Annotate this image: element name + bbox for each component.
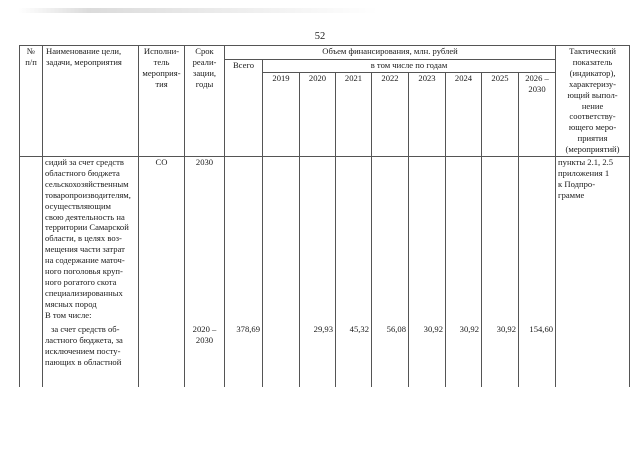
header-year-2025: 2025 [482, 73, 519, 157]
row1-term: 2030 [185, 157, 225, 325]
row2-2026-2030: 154,60 [519, 324, 556, 387]
row2-2020: 29,93 [300, 324, 336, 387]
header-total: Всего [225, 60, 263, 157]
header-indicator: Тактический показатель (индикатор), характеризу- ющий выпол- нение соответству- ющего меро- приятия (мероприятий) [556, 46, 630, 157]
financing-table [19, 45, 630, 387]
page-number: 52 [314, 31, 326, 42]
row2-2022: 56,08 [372, 324, 409, 387]
header-term: Срок реали- зации, годы [185, 46, 225, 157]
header-year-2021: 2021 [336, 73, 372, 157]
row2-term: 2020 – 2030 [185, 324, 225, 387]
row1-executor: СО [139, 157, 185, 325]
row2-2025: 30,92 [482, 324, 519, 387]
header-executor: Исполни- тель мероприя- тия [139, 46, 185, 157]
row2-2023: 30,92 [409, 324, 446, 387]
row2-name: за счет средств об- ластного бюджета, за исключением посту- пающих в областной [43, 324, 139, 387]
row2-2021: 45,32 [336, 324, 372, 387]
header-year-2026-2030: 2026 – 2030 [519, 73, 556, 157]
header-num: № п/п [20, 46, 43, 157]
row2-total: 378,69 [225, 324, 263, 387]
row1-num [20, 157, 43, 325]
header-year-2023: 2023 [409, 73, 446, 157]
scan-artifact [18, 8, 378, 13]
header-funding: Объем финансирования, млн. рублей [225, 46, 556, 60]
header-year-2024: 2024 [446, 73, 482, 157]
header-year-2019: 2019 [263, 73, 300, 157]
header-name: Наименование цели, задачи, мероприятия [43, 46, 139, 157]
table-row [20, 157, 630, 325]
table-row [20, 324, 630, 387]
row1-indicator: пункты 2.1, 2.5 приложения 1 к Подпро- грамме [556, 157, 630, 325]
row2-2019 [263, 324, 300, 387]
header-year-2022: 2022 [372, 73, 409, 157]
header-year-2020: 2020 [300, 73, 336, 157]
row1-name: сидий за счет средств областного бюджета сельскохозяйственным товаропроизводителям, осуществляющим свою деятельность на территории Самарской области, в целях воз- мещения части затрат на содержание маточ- ного поголовья круп- ного рогатого скота специализированных мясных пород В том числе: [43, 157, 139, 325]
header-by-years: в том числе по годам [263, 60, 556, 73]
row2-2024: 30,92 [446, 324, 482, 387]
